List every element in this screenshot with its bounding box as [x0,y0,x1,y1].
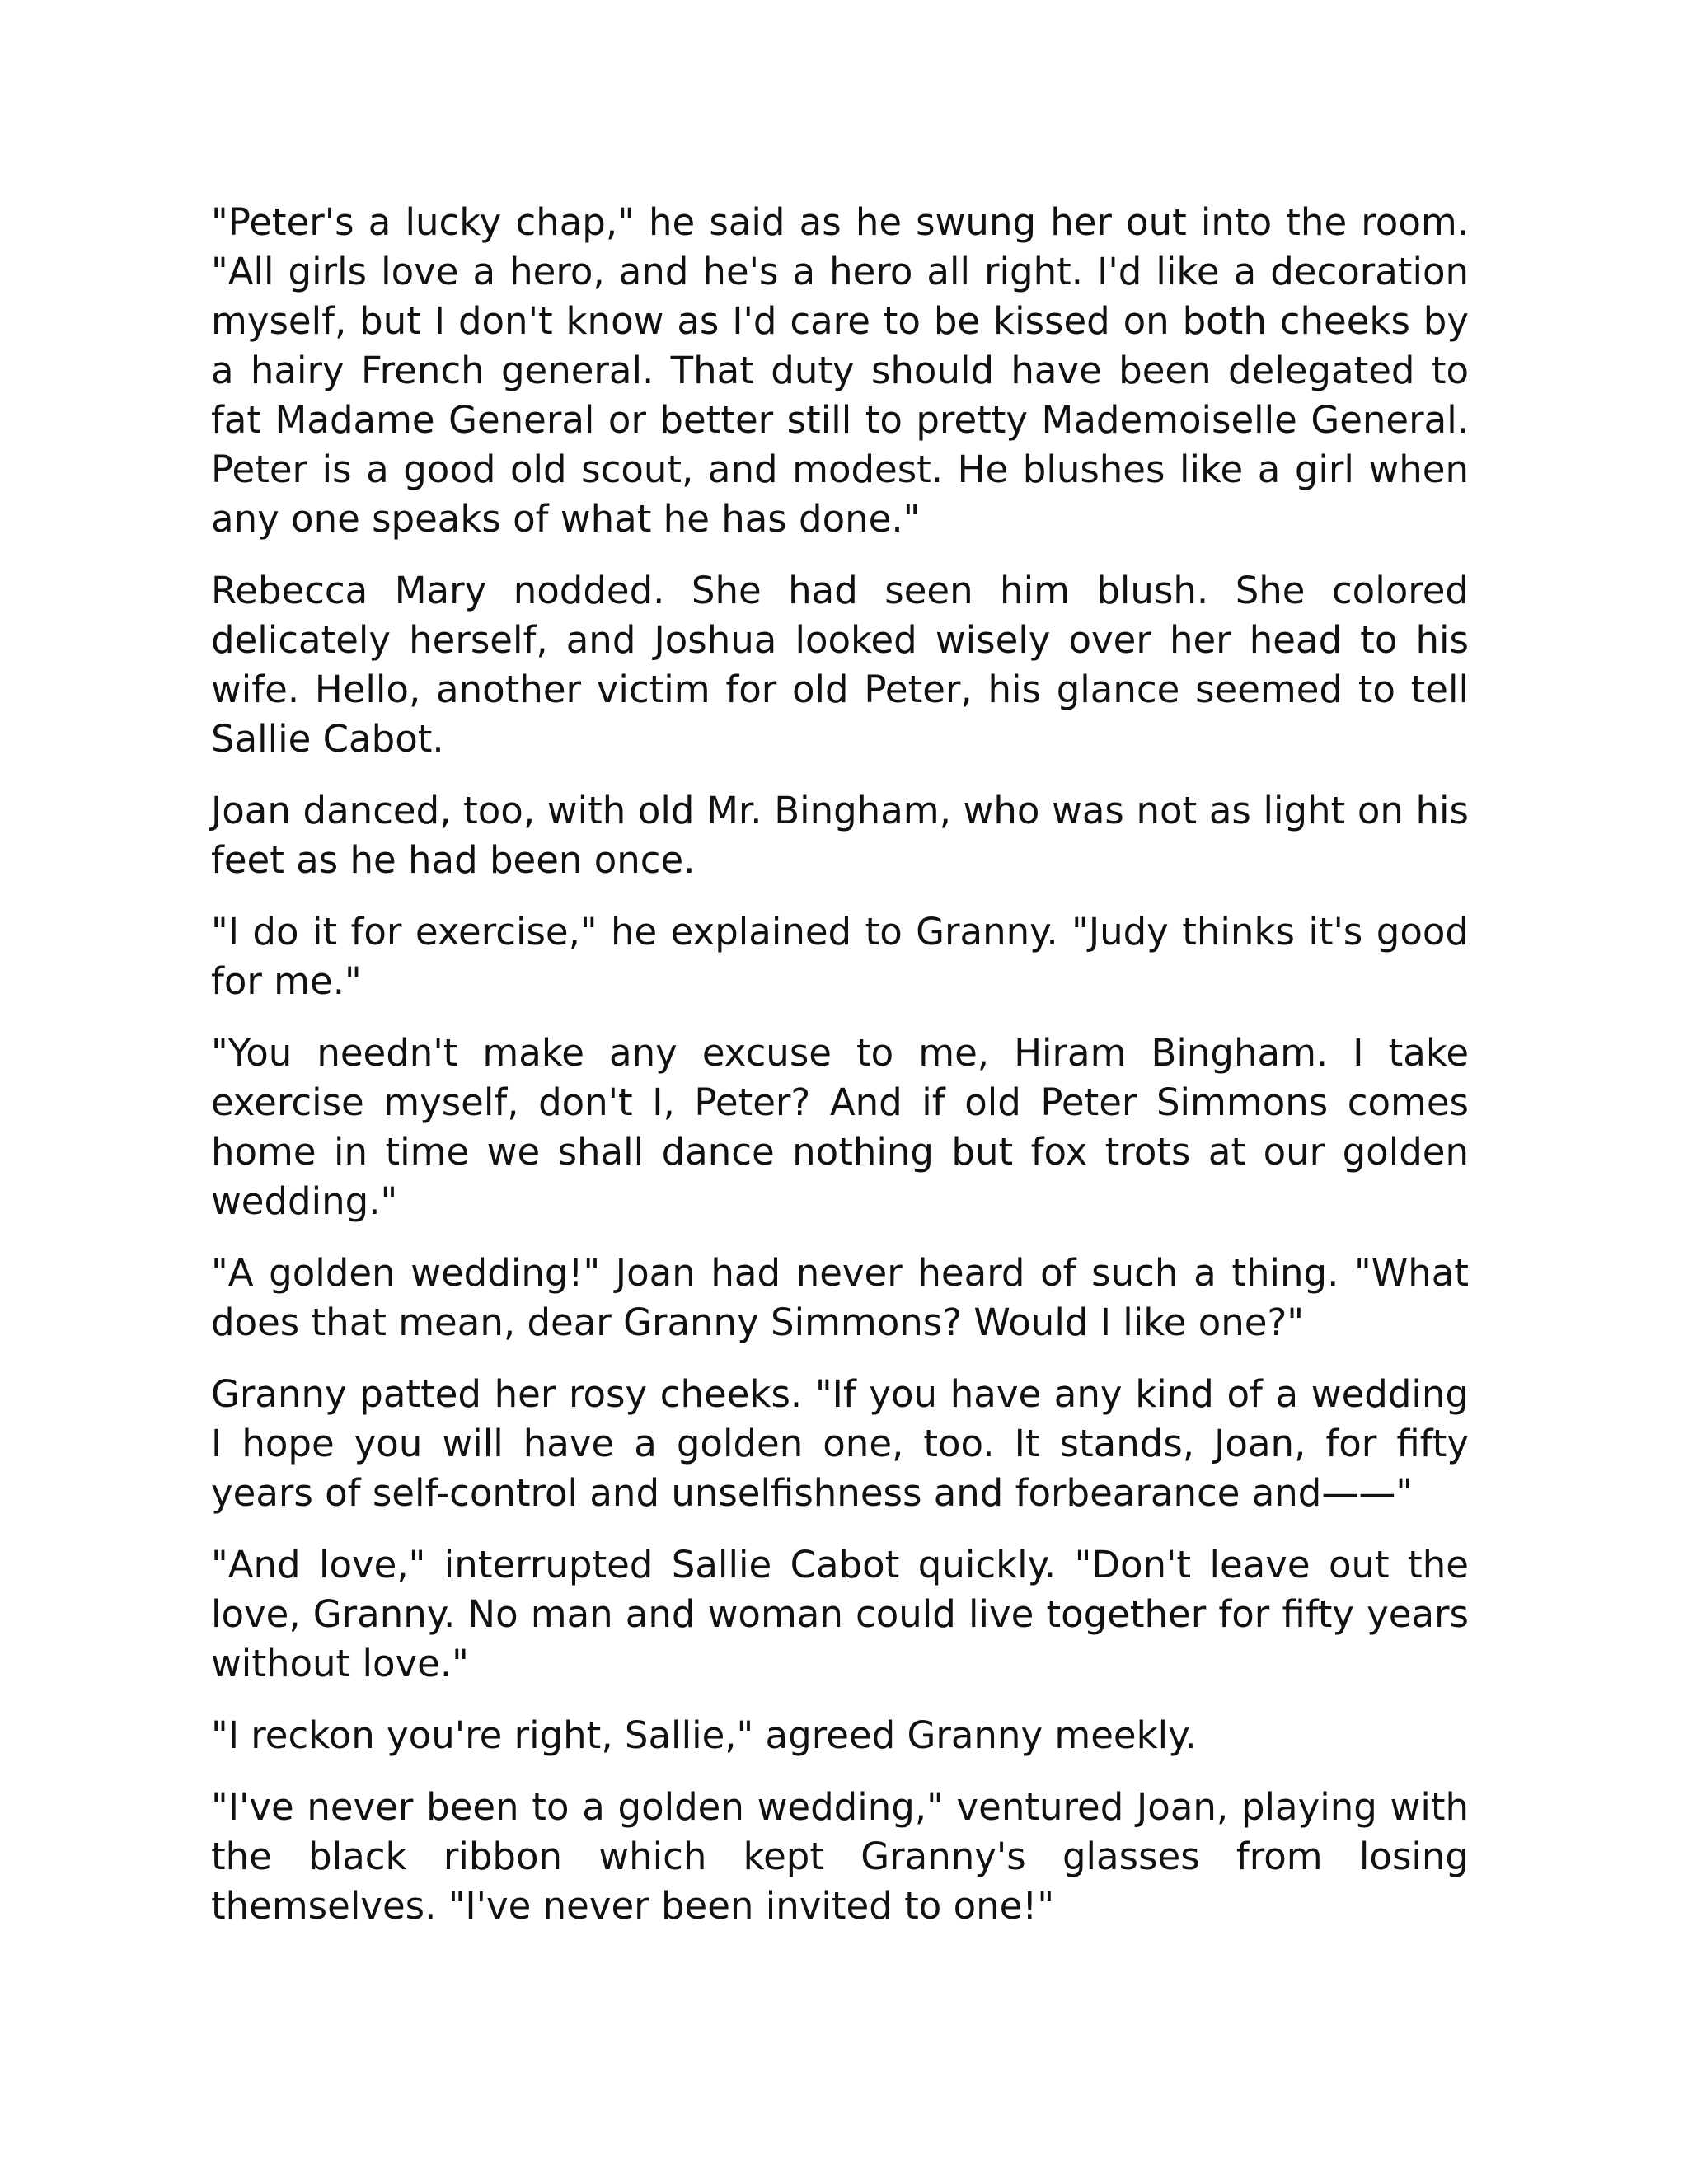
paragraph-6: "A golden wedding!" Joan had never heard of such a thing. "What does that mean, dear Granny Simmons? Would I like one?" [211,1251,1469,1344]
paragraph-3: Joan danced, too, with old Mr. Bingham, who was not as light on his feet as he had been once. [211,789,1469,882]
paragraph-10: "I've never been to a golden wedding," ventured Joan, playing with the black ribbon which kept Granny's glasses from losing themselves. "I've never been invited to one!" [211,1785,1469,1928]
paragraph-5: "You needn't make any excuse to me, Hiram Bingham. I take exercise myself, don't I, Peter? And if old Peter Simmons comes home in time we shall dance nothing but fox trots at our golden wedding." [211,1031,1469,1223]
paragraph-8: "And love," interrupted Sallie Cabot quickly. "Don't leave out the love, Granny. No man and woman could live together for fifty years without love." [211,1543,1469,1685]
paragraph-1: "Peter's a lucky chap," he said as he swung her out into the room. "All girls love a hero, and he's a hero all right. I'd like a decoration myself, but I don't know as I'd care to be kissed on both cheeks by a hairy French general. That duty should have been delegated to fat Madame General or better still to pretty Mademoiselle General. Peter is a good old scout, and modest. He blushes like a girl when any one speaks of what he has done." [211,200,1469,541]
paragraph-4: "I do it for exercise," he explained to Granny. "Judy thinks it's good for me." [211,910,1469,1003]
paragraph-9: "I reckon you're right, Sallie," agreed Granny meekly. [211,1713,1197,1757]
paragraph-7: Granny patted her rosy cheeks. "If you have any kind of a wedding I hope you will have a golden one, too. It stands, Joan, for fifty years of self-control and unselfishness and forbearance and——" [211,1372,1469,1515]
paragraph-2: Rebecca Mary nodded. She had seen him blush. She colored delicately herself, and Joshua looked wisely over her head to his wife. Hello, another victim for old Peter, his glance seemed to tell Sallie Cabot. [211,569,1469,761]
body-text [211,198,1469,1953]
